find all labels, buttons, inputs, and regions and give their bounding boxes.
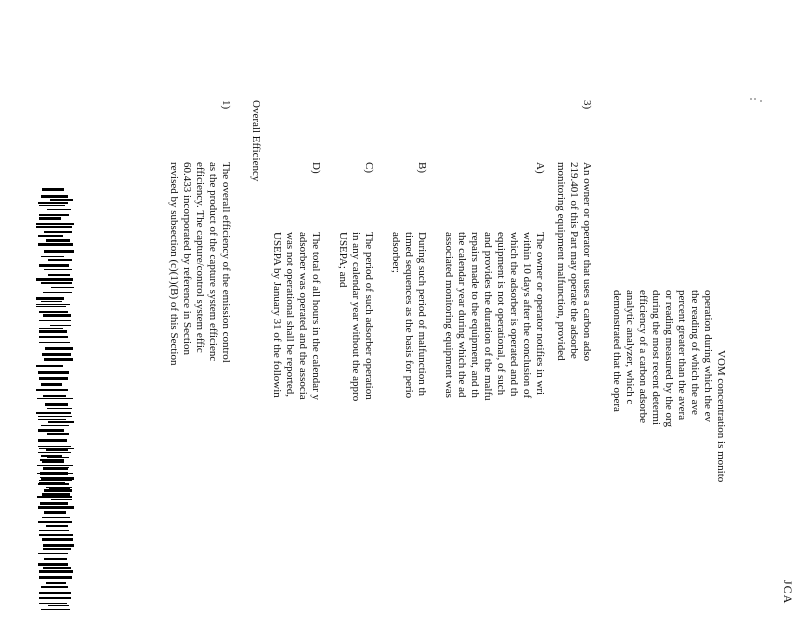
barcode-bar bbox=[46, 239, 70, 242]
text-line: as the product of the capture system efficienc bbox=[207, 162, 219, 362]
barcode-bar bbox=[47, 209, 71, 210]
barcode-bar bbox=[36, 306, 66, 307]
barcode-bar bbox=[41, 383, 62, 386]
barcode-bar bbox=[40, 502, 68, 505]
speck bbox=[760, 100, 762, 102]
text-line: An owner or operator that uses a carbon adso bbox=[581, 162, 593, 362]
barcode-bar bbox=[39, 603, 67, 604]
barcode-bar bbox=[38, 429, 65, 432]
barcode-bar bbox=[44, 231, 71, 233]
barcode-bar bbox=[43, 314, 71, 317]
barcode-bar bbox=[38, 371, 69, 374]
text-line: efficiency. The capture/control system effic bbox=[194, 162, 206, 353]
text-line: analytic analyzer, which c bbox=[624, 290, 636, 405]
barcode-bar bbox=[44, 511, 66, 514]
text-line: monitoring equipment malfunction, provided bbox=[555, 162, 567, 361]
barcode-bar bbox=[38, 235, 62, 237]
speck bbox=[754, 98, 756, 100]
barcode-bar bbox=[46, 525, 67, 527]
barcode-bar bbox=[41, 282, 72, 284]
barcode-bar bbox=[37, 398, 73, 399]
barcode-bar bbox=[38, 243, 74, 246]
barcode-bar bbox=[39, 205, 65, 206]
barcode-bar bbox=[39, 530, 69, 531]
text-line: 60.433 incorporated by reference in Section bbox=[181, 162, 193, 356]
barcode-bar bbox=[36, 297, 64, 300]
text-line: USEPA by January 31 of the followin bbox=[271, 232, 283, 398]
item-a-label: A) bbox=[534, 162, 546, 174]
barcode-bar bbox=[48, 605, 69, 606]
barcode-bar bbox=[39, 330, 66, 333]
barcode-bar bbox=[44, 358, 73, 361]
barcode-bar bbox=[41, 609, 70, 610]
barcode-bar bbox=[38, 563, 68, 566]
text-line: revised by subsection (c)(1)(B) of this Section bbox=[168, 162, 180, 366]
barcode-bar bbox=[41, 301, 62, 302]
barcode-bar bbox=[39, 377, 68, 380]
barcode-bar bbox=[43, 395, 66, 397]
barcode-bar bbox=[36, 304, 69, 305]
text-line: timed sequences as the basis for perio bbox=[403, 232, 415, 399]
overall-item-1-label: 1) bbox=[220, 100, 232, 110]
barcode-bar bbox=[39, 214, 69, 216]
barcode-strip bbox=[38, 448, 74, 614]
barcode-bar bbox=[46, 582, 66, 584]
text-line: associated monitoring equipment was bbox=[443, 232, 455, 398]
barcode-bar bbox=[42, 538, 73, 541]
item-d-label: D) bbox=[310, 162, 322, 174]
barcode-bar bbox=[36, 389, 67, 391]
barcode-bar bbox=[46, 448, 68, 451]
barcode-bar bbox=[42, 517, 70, 518]
text-line: USEPA; and bbox=[337, 232, 349, 288]
text-line: the reading of which the ave bbox=[689, 290, 701, 415]
text-line: The period of such adsorber operation bbox=[363, 232, 375, 400]
barcode-bar bbox=[48, 259, 72, 261]
barcode-bar bbox=[45, 403, 68, 406]
text-line: 219.401 of this Part may operate the adsorbe bbox=[568, 162, 580, 359]
text-line: or reading measured by the org bbox=[663, 290, 675, 427]
barcode-bar bbox=[44, 250, 73, 253]
barcode-bar bbox=[48, 274, 70, 276]
barcode-bar bbox=[39, 342, 70, 343]
text-line: The owner or operator notifies in wri bbox=[534, 232, 546, 396]
barcode-bar bbox=[39, 336, 68, 338]
text-line: repairs made to the equipment, and th bbox=[469, 232, 481, 398]
item-b-label: B) bbox=[416, 162, 428, 173]
text-line: within 10 days after the conclusion of bbox=[521, 232, 533, 399]
barcode-bar bbox=[38, 416, 73, 417]
text-line: The overall efficiency of the emission control bbox=[220, 162, 232, 363]
barcode-bar bbox=[43, 548, 71, 550]
text-line: The total of all hours in the calendar y bbox=[310, 232, 322, 400]
barcode-bar bbox=[39, 576, 72, 579]
barcode-bar bbox=[42, 460, 64, 463]
barcode-bar bbox=[38, 439, 67, 442]
barcode-bar bbox=[39, 482, 65, 484]
text-line: VOM concentration is monito bbox=[715, 350, 727, 483]
barcode-bar bbox=[39, 570, 73, 573]
barcode-bar bbox=[44, 269, 72, 270]
speck bbox=[750, 98, 752, 100]
barcode-bar bbox=[39, 328, 62, 329]
barcode-bar bbox=[38, 202, 67, 204]
barcode-bar bbox=[41, 455, 62, 457]
barcode-bar bbox=[40, 472, 67, 475]
barcode-bar bbox=[38, 419, 66, 420]
document-header-code: JCA bbox=[781, 580, 795, 605]
text-line: equipment is not operational, of such bbox=[495, 232, 507, 396]
barcode-bar bbox=[36, 278, 73, 281]
barcode-bar bbox=[41, 477, 73, 480]
text-line: percent greater than the avera bbox=[676, 290, 688, 421]
barcode-bar bbox=[43, 292, 72, 293]
text-line: efficiency of a carbon adsorbe bbox=[637, 290, 649, 423]
barcode-bar bbox=[50, 325, 71, 326]
barcode-bar bbox=[45, 347, 73, 350]
barcode-bar bbox=[41, 195, 68, 198]
barcode-bar bbox=[44, 558, 67, 560]
barcode-bar bbox=[51, 499, 72, 500]
barcode-bar bbox=[36, 226, 72, 228]
section-heading: Overall Efficiency bbox=[250, 100, 262, 182]
barcode-bar bbox=[47, 433, 69, 435]
barcode-bar bbox=[38, 506, 74, 509]
item-c-label: C) bbox=[363, 162, 375, 173]
barcode-bar bbox=[48, 421, 73, 423]
text-line: and provides the duration of the malfu bbox=[482, 232, 494, 401]
barcode-bar bbox=[51, 287, 74, 288]
barcode-bar bbox=[39, 264, 69, 267]
barcode-bar bbox=[39, 217, 61, 220]
text-line: which the adsorber is operated and th bbox=[508, 232, 520, 397]
text-line: in any calendar year without the appro bbox=[350, 232, 362, 402]
barcode-bar bbox=[43, 544, 73, 547]
text-line: adsorber was operated and the associa bbox=[297, 232, 309, 400]
barcode-bar bbox=[42, 353, 71, 356]
text-line: adsorber; bbox=[390, 232, 402, 273]
barcode-bar bbox=[43, 567, 71, 569]
text-line: was not operational shall be reported, bbox=[284, 232, 296, 397]
barcode-bar bbox=[42, 188, 64, 191]
barcode-bar bbox=[39, 597, 71, 599]
barcode-bar bbox=[47, 408, 72, 409]
barcode-bar bbox=[42, 493, 70, 496]
barcode-bar bbox=[36, 223, 74, 225]
barcode-bar bbox=[50, 199, 73, 201]
barcode-bar bbox=[39, 534, 72, 536]
barcode-bar bbox=[36, 365, 63, 367]
barcode-bar bbox=[39, 311, 67, 313]
barcode-bar bbox=[39, 320, 71, 321]
barcode-bar bbox=[38, 521, 72, 523]
barcode-bar bbox=[39, 592, 71, 594]
barcode-bar bbox=[41, 256, 65, 257]
item-3-label: 3) bbox=[581, 100, 593, 110]
barcode-bar bbox=[49, 488, 70, 490]
barcode-bar bbox=[38, 553, 68, 554]
text-line: the calendar year during which the ad bbox=[456, 232, 468, 398]
barcode-bar bbox=[36, 412, 70, 414]
barcode-bar bbox=[38, 446, 70, 447]
text-line: demonstrated that the opera bbox=[611, 290, 623, 412]
barcode-bar bbox=[41, 425, 69, 426]
text-line: during the most recent determi bbox=[650, 290, 662, 426]
barcode-bar bbox=[44, 467, 68, 468]
barcode-bar bbox=[41, 586, 68, 588]
text-line: operation during which the ev bbox=[702, 290, 714, 422]
text-line: During such period of malfunction th bbox=[416, 232, 428, 397]
